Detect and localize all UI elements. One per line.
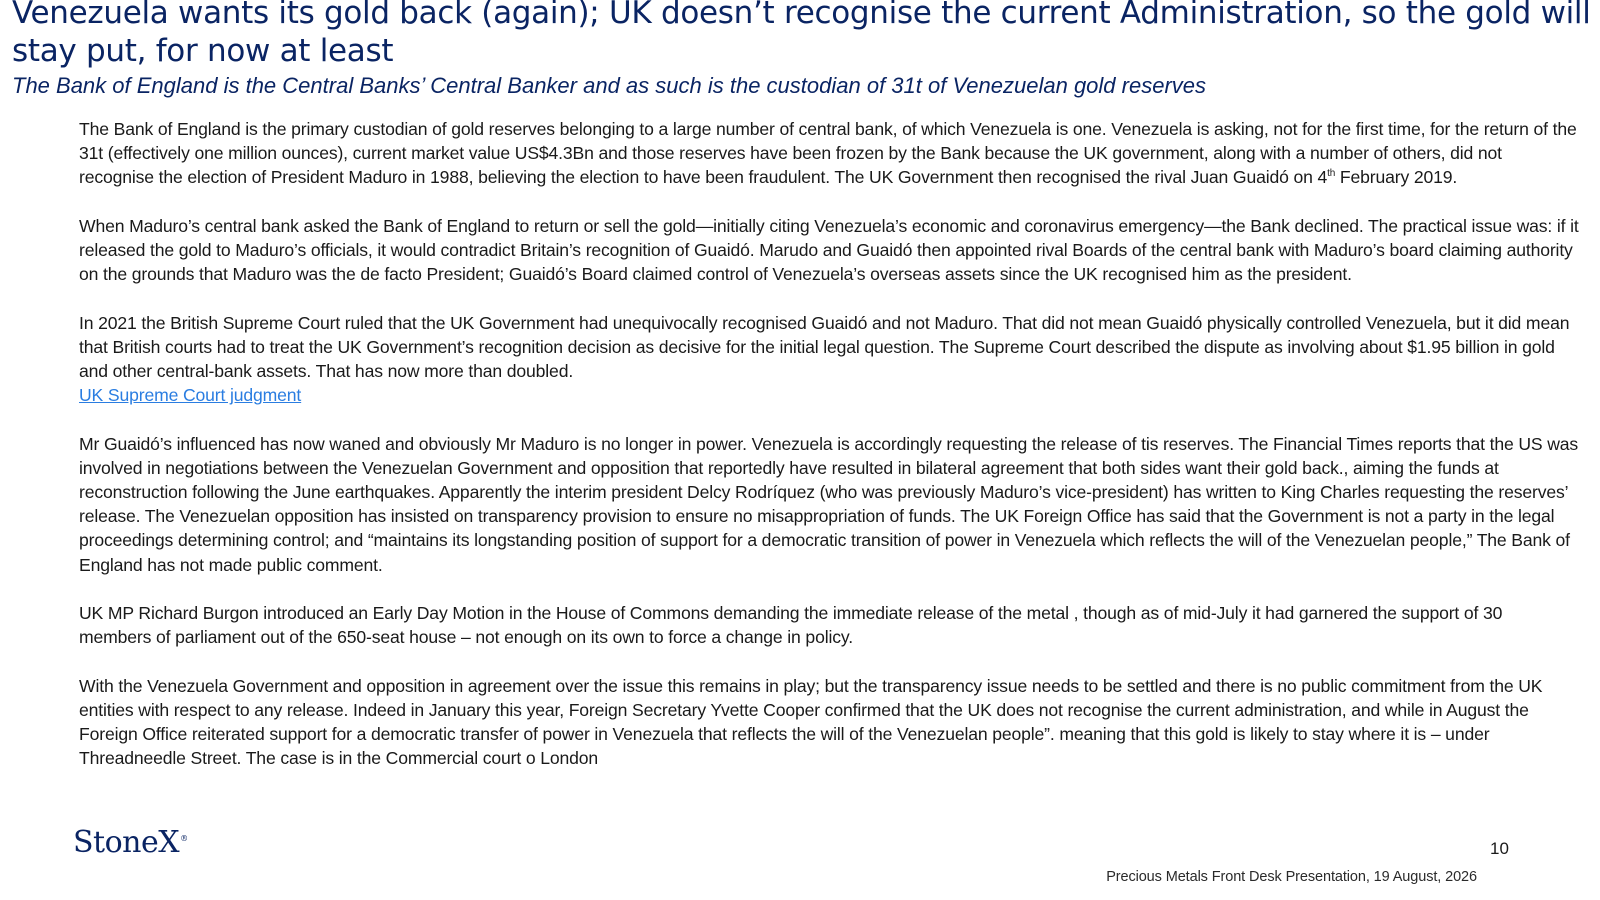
supreme-court-judgment-link[interactable]: UK Supreme Court judgment (79, 385, 302, 406)
paragraph-4: Mr Guaidó’s influenced has now waned and obviously Mr Maduro is no longer in power. Venezuela is accordingly requesting the release of tis reserves. The Financial Times reports that the US was involved in negotiations between the Venezuelan Government and opposition that reportedly have resulted in bilateral agreement that both sides want their gold back., aiming the funds at reconstruction following the June earthquakes. Apparently the interim president Delcy Rodríquez (who was previously Maduro’s vice-president) has written to King Charles requesting the reserves’ release. The Venezuelan opposition has insisted on transparency provision to ensure no misappropriation of funds. The UK Foreign Office has said that the Government is not a party in the legal proceedings determining control; and “maintains its longstanding position of support for a democratic transition of power in Venezuela which reflects the will of the Venezuelan people,” The Bank of England has not made public comment. (79, 433, 1579, 575)
paragraph-3 (79, 311, 1579, 408)
paragraph-2: When Maduro’s central bank asked the Bank of England to return or sell the gold—initially citing Venezuela’s economic and coronavirus emergency—the Bank declined. The practical issue was: if it released the gold to Maduro’s officials, it would contradict Britain’s recognition of Guaidó. Marudo and Guaidó then appointed rival Boards of the central bank with Maduro’s board claiming authority on the grounds that Maduro was the de facto President; Guaidó’s Board claimed control of Venezuela’s overseas assets since the UK recognised him as the president. (79, 215, 1579, 285)
slide-title: Venezuela wants its gold back (again); UK doesn’t recognise the current Administration, so the gold will stay put, for now at least (12, 0, 1591, 69)
paragraph-spacer (79, 407, 1579, 431)
logo-wordmark: StoneX (73, 825, 180, 860)
paragraph-1 (79, 117, 1579, 190)
page-number: 10 (1490, 839, 1509, 858)
slide-subtitle: The Bank of England is the Central Banks’ Central Banker and as such is the custodian of 31t of Venezuelan gold reserves (12, 73, 1207, 98)
registered-mark: ® (180, 834, 188, 843)
ordinal-suffix: th (1327, 168, 1336, 180)
paragraph-1-text: The Bank of England is the primary custodian of gold reserves belonging to a large number of central bank, of which Venezuela is one. Venezuela is asking, not for the first time, for the return of the 31t (effectively one million ounces), current market value US$4.3Bn and those reserves have been frozen by the Bank because the UK government, along with a number of others, did not recognise the election of President Maduro in 1988, believing the election to have been fraudulent. The UK Government then recognised the rival Juan Guaidó on 4 (79, 119, 1577, 188)
paragraph-1-text-end: February 2019. (1335, 167, 1458, 188)
stonex-logo (73, 823, 188, 859)
paragraph-5: UK MP Richard Burgon introduced an Early Day Motion in the House of Commons demanding the immediate release of the metal , though as of mid-July it had garnered the support of 30 members of parliament out of the 650-seat house – not enough on its own to force a change in policy. (79, 603, 1503, 648)
body-text (79, 117, 1579, 795)
paragraph-3-text: In 2021 the British Supreme Court ruled that the UK Government had unequivocally recognised Guaidó and not Maduro. That did not mean Guaidó physically controlled Venezuela, but it did mean that British courts had to treat the UK Government’s recognition decision as decisive for the initial legal question. The Supreme Court described the dispute as involving about $1.95 billion in gold and other central-bank assets. That has now more than doubled. (79, 312, 1570, 381)
footer-caption: Precious Metals Front Desk Presentation, 19 August, 2026 (1106, 869, 1477, 885)
paragraph-6: With the Venezuela Government and opposition in agreement over the issue this remains in play; but the transparency issue needs to be settled and there is no public commitment from the UK entities with respect to any release. Indeed in January this year, Foreign Secretary Yvette Cooper confirmed that the UK does not recognise the current administration, and while in August the Foreign Office reiterated support for a democratic transfer of power in Venezuela that reflects the will of the Venezuelan people”. meaning that this gold is likely to stay where it is – under Threadneedle Street. The case is in the Commercial court o London (79, 675, 1543, 769)
